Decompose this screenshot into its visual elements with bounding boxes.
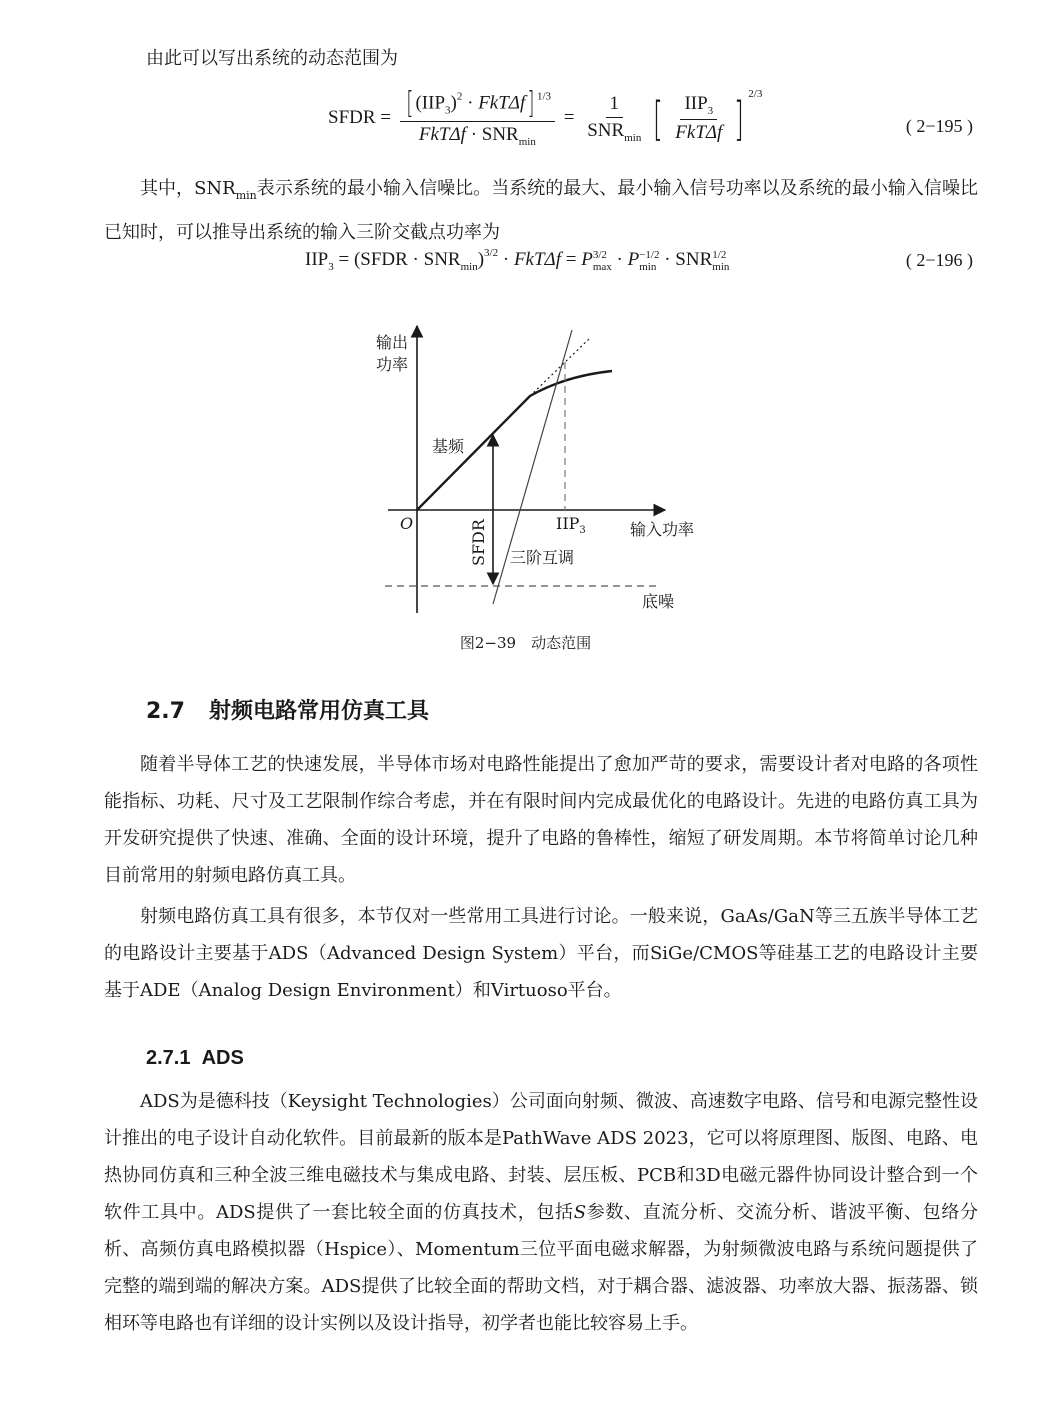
paragraph-intro-tools: 随着半导体工艺的快速发展，半导体市场对电路性能提出了愈加严苛的要求，需要设计者对电路的各项性能指标、功耗、尺寸及工艺限制作综合考虑，并在有限时间内完成最优化的电路设计。先进的电路仿真工具为开发研究提供了快速、准确、全面的设计环境，提升了电路的鲁棒性，缩短了研发周期。本节将简单讨论几种目前常用的射频电路仿真工具。 xyxy=(104,754,978,886)
fundamental-extrapolation xyxy=(530,338,590,396)
third-order-label: 三阶互调 xyxy=(510,548,575,567)
origin-label: O xyxy=(400,514,414,533)
paragraph-platforms: 射频电路仿真工具有很多，本节仅对一些常用工具进行讨论。一般来说，GaAs/GaN等三五族半导体工艺的电路设计主要基于ADS（Advanced Design System）平台，而SiGe/CMOS等硅基工艺的电路设计主要基于ADE（Analog Design Environment）和Virtuoso平台。 xyxy=(104,906,978,1001)
paragraph-ads: ADS为是德科技（Keysight Technologies）公司面向射频、微波、高速数字电路、信号和电源完整性设计推出的电子设计自动化软件。目前最新的版本是PathWave ADS 2023，它可以将原理图、版图、电路、电热协同仿真和三种全波三维电磁技术与集成电路、封装、层压板、PCB和3D电磁元器件协同设计整合到一个软件工具中。ADS提供了一套比较全面的仿真技术，包括S参数、直流分析、交流分析、谐波平衡、包络分析、高频仿真电路模拟器（Hspice）、Momentum三位平面电磁求解器，为射频微波电路与系统问题提供了完整的端到端的解决方案。ADS提供了比较全面的帮助文档，对于耦合器、滤波器、功率放大器、振荡器、锁相环等电路也有详细的设计实例以及设计指导，初学者也能比较容易上手。 xyxy=(104,1091,978,1334)
subsection-heading: 2.7.1 ADS xyxy=(146,1047,244,1069)
equation-number-2-195: ( 2−195 ) xyxy=(905,116,973,136)
paragraph-snr: 其中，$SNR_{min}$表示系统的最小输入信噪比。当系统的最大、最小输入信号功率以及系统的最小输入信噪比已知时，可以推导出系统的输入三阶交截点功率为 xyxy=(104,178,978,243)
equation-2-195: SFDR = $\frac{[ (IIP_3)^2 \cdot FkT\Delta f] ^{1/3}}{FkT\Delta f \cdot SNR_{min}}$ = $\frac{1}{SNR_{min}}$ [ $\frac{IIP_3}{\text{FkTΔf}}$ ] $^{2/3}$ xyxy=(328,86,763,149)
section-heading: 2.7 射频电路常用仿真工具 xyxy=(146,699,429,724)
noise-floor-label: 底噪 xyxy=(642,592,675,611)
fundamental-label: 基频 xyxy=(432,437,465,456)
figure-caption: 图2−39 动态范围 xyxy=(459,634,592,652)
equation-number-2-196: ( 2−196 ) xyxy=(905,250,973,270)
intro-text: 由此可以写出系统的动态范围为 xyxy=(146,48,398,69)
y-axis-label-2: 功率 xyxy=(376,355,409,374)
iip3-label: $IIP_3$ xyxy=(556,514,586,536)
sfdr-label: SFDR xyxy=(469,519,488,566)
equation-2-196: $IIP_3$ = (SFDR · $SNR_{min})^{3/2} \cdot FkT\Delta f = P$ 3/2 max · P −1/2 min · SNR 1/2 min xyxy=(305,247,730,273)
y-axis-label-1: 输出 xyxy=(376,333,409,352)
dynamic-range-diagram xyxy=(360,318,720,618)
x-axis-label: 输入功率 xyxy=(630,520,695,539)
